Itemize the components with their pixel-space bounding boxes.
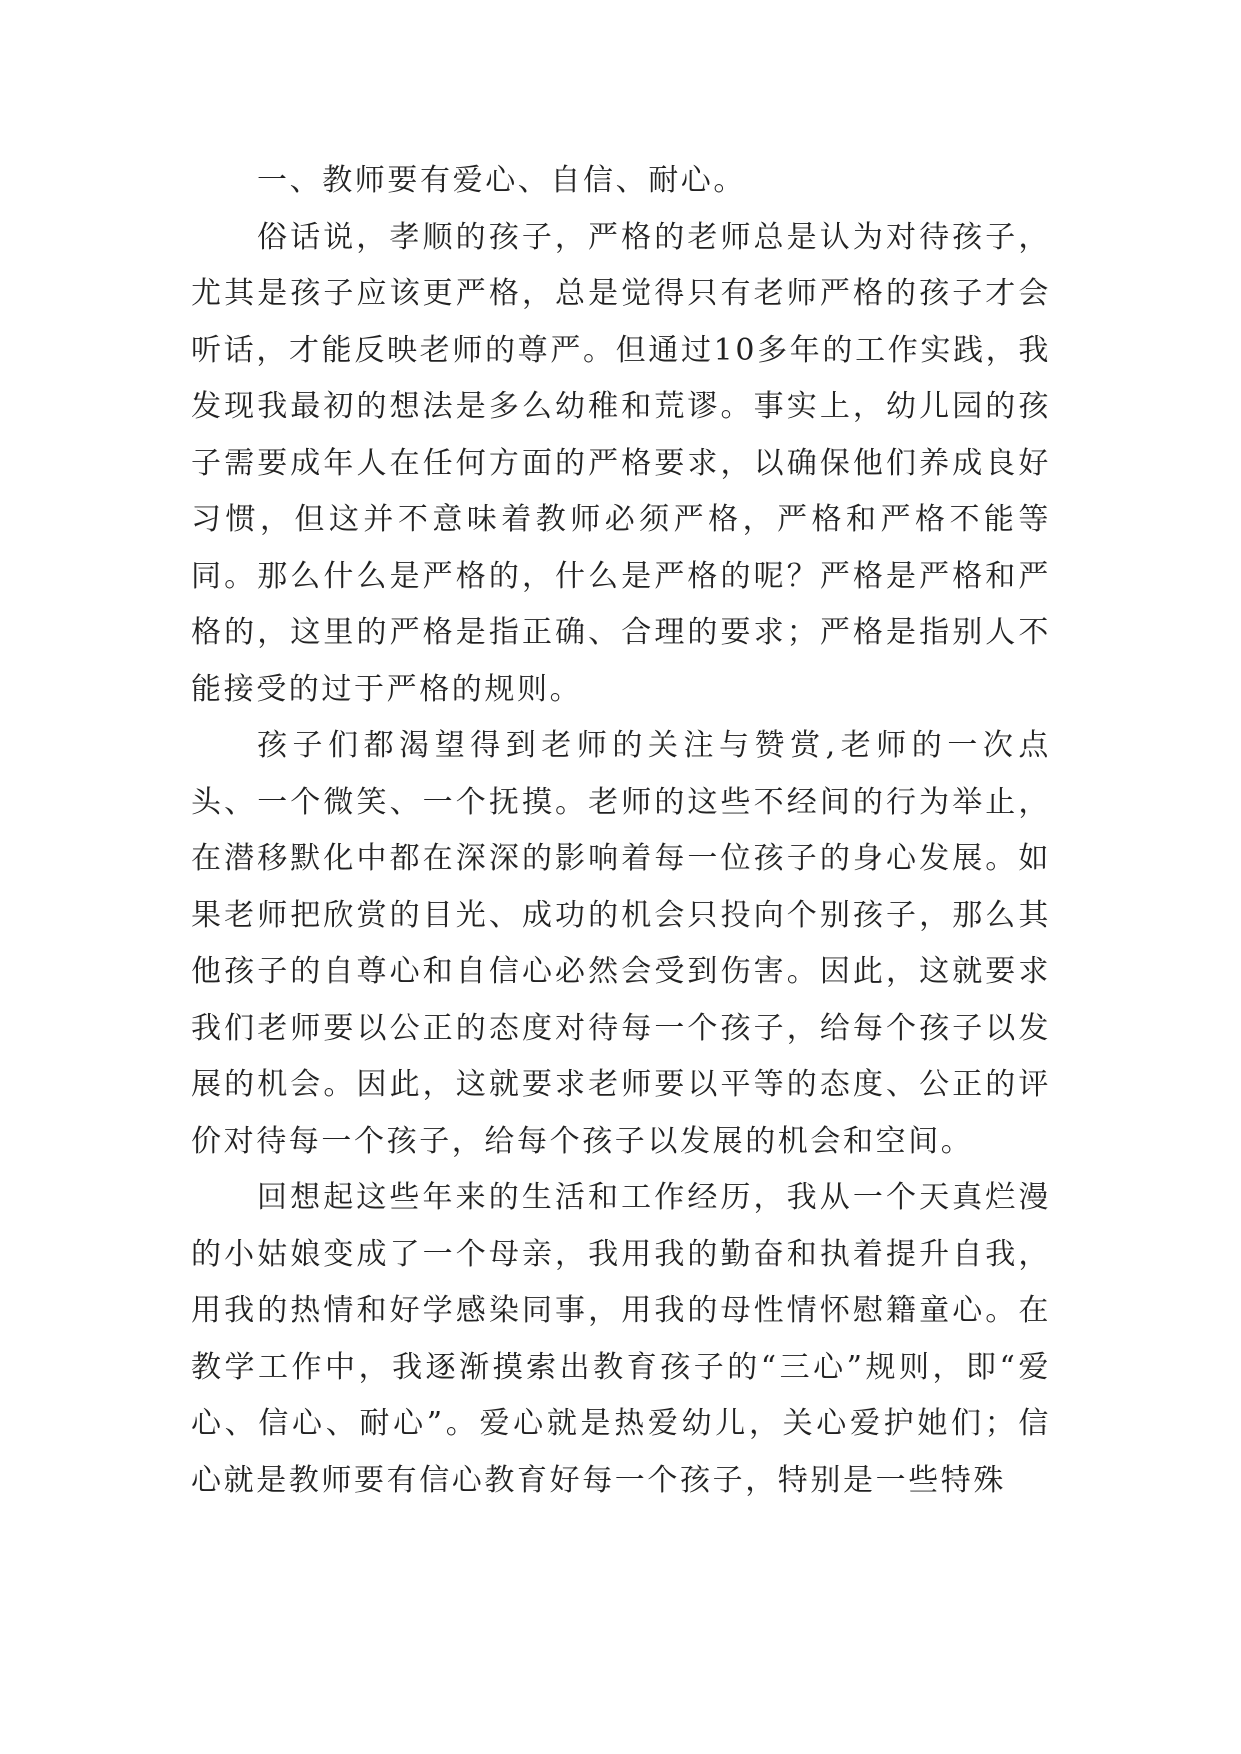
section-heading: 一、教师要有爱心、自信、耐心。 — [257, 163, 746, 198]
paragraph-1: 俗话说，孝顺的孩子，严格的老师总是认为对待孩子，尤其是孩子应该更严格，总是觉得只有老师严格的孩子才会听话，才能反映老师的尊严。但通过10多年的工作实践，我发现我最初的想法是多么幼稚和荒谬。事实上，幼儿园的孩子需要成年人在任何方面的严格要求，以确保他们养成良好习惯，但这并不意味着教师必须严格，严格和严格不能等同。那么什么是严格的，什么是严格的呢？严格是严格和严格的，这里的严格是指正确、合理的要求；严格是指别人不能接受的过于严格的规则。 — [191, 219, 1051, 707]
paragraph-3: 回想起这些年来的生活和工作经历，我从一个天真烂漫的小姑娘变成了一个母亲，我用我的勤奋和执着提升自我，用我的热情和好学感染同事，用我的母性情怀慰籍童心。在教学工作中，我逐渐摸索出教育孩子的“三心”规则，即“爱心、信心、耐心”。爱心就是热爱幼儿，关心爱护她们；信心就是教师要有信心教育好每一个孩子，特别是一些特殊 — [191, 1180, 1051, 1498]
paragraph-2: 孩子们都渴望得到老师的关注与赞赏,老师的一次点头、一个微笑、一个抚摸。老师的这些不经间的行为举止，在潜移默化中都在深深的影响着每一位孩子的身心发展。如果老师把欣赏的目光、成功的机会只投向个别孩子，那么其他孩子的自尊心和自信心必然会受到伤害。因此，这就要求我们老师要以公正的态度对待每一个孩子，给每个孩子以发展的机会。因此，这就要求老师要以平等的态度、公正的评价对待每一个孩子，给每个孩子以发展的机会和空间。 — [191, 728, 1051, 1159]
document-body — [191, 153, 1051, 1509]
